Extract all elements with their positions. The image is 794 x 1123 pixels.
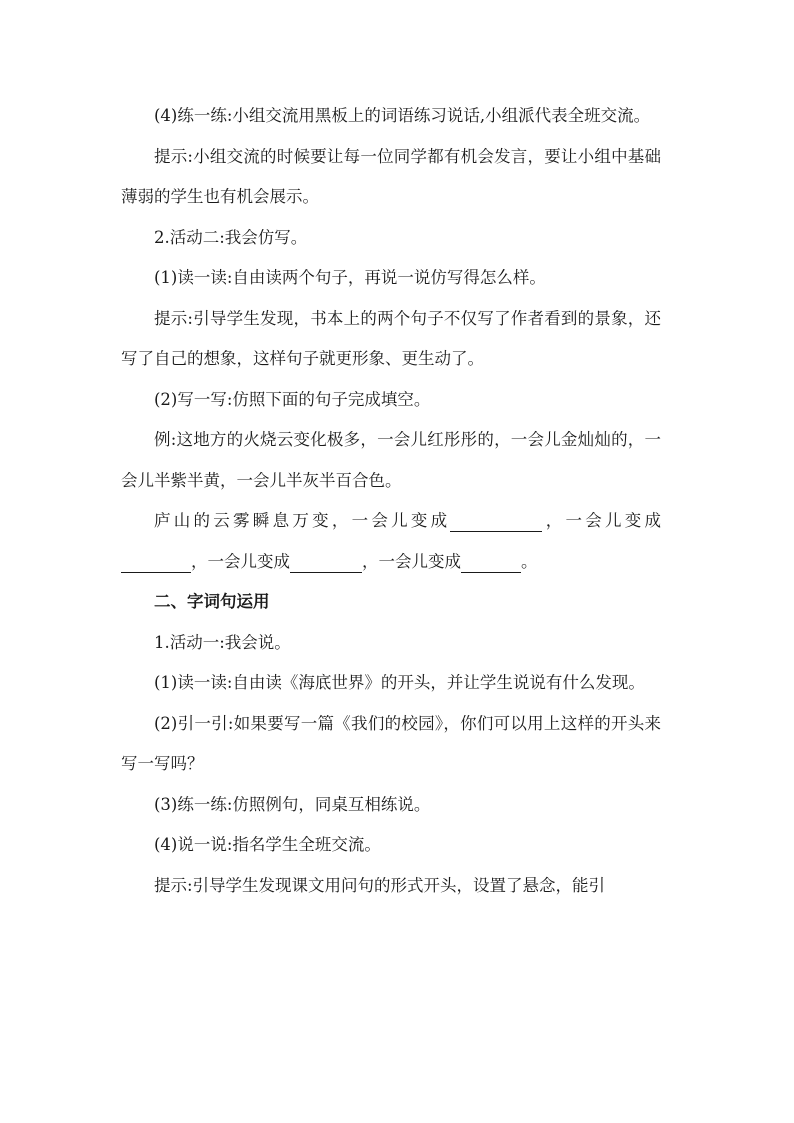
document-page — [121, 96, 661, 906]
paragraph-fill-in-exercise — [121, 501, 661, 582]
paragraph-write-instruction: (2)写一写:仿照下面的句子完成填空。 — [154, 389, 431, 409]
paragraph-read-sentences: (1)读一读:自由读两个句子，再说一说仿写得怎么样。 — [154, 268, 546, 287]
fill-in-text-3: ，一会儿变成 — [191, 551, 290, 571]
paragraph-tip-question-opening: 提示:引导学生发现课文用问句的形式开头，设置了悬念，能引 — [154, 875, 606, 895]
paragraph-practice-speaking: (4)练一练:小组交流用黑板上的词语练习说话,小组派代表全班交流。 — [154, 106, 651, 125]
fill-in-text-4: ，一会儿变成 — [362, 551, 461, 571]
paragraph-practice-pairs: (3)练一练:仿照例句，同桌互相练说。 — [154, 794, 431, 814]
paragraph-guide-writing: (2)引一引:如果要写一篇《我们的校园》，你们可以用上这样的开头来写一写吗？ — [121, 713, 661, 773]
paragraph-activity-two: 2.活动二:我会仿写。 — [154, 227, 308, 247]
paragraph-read-opening: (1)读一读:自由读《海底世界》的开头，并让学生说说有什么发现。 — [154, 673, 645, 692]
paragraph-tip-imagination: 提示:引导学生发现，书本上的两个句子不仅写了作者看到的景象，还写了自己的想象，这样句子就更形象、更生动了。 — [121, 308, 661, 368]
fill-in-text-2: ，一会儿变成 — [542, 511, 662, 530]
fill-in-text-1: 庐山的云雾瞬息万变，一会儿变成 — [154, 511, 451, 530]
fill-in-blank-1[interactable] — [450, 509, 542, 532]
fill-in-blank-2[interactable] — [121, 550, 191, 573]
paragraph-tip-group-exchange: 提示:小组交流的时候要让每一位同学都有机会发言，要让小组中基础薄弱的学生也有机会展示。 — [121, 146, 661, 206]
fill-in-blank-3[interactable] — [290, 550, 362, 573]
fill-in-text-5: 。 — [521, 551, 538, 571]
section-heading-word-usage: 二、字词句运用 — [154, 592, 270, 611]
paragraph-example-sentence: 例:这地方的火烧云变化极多，一会儿红彤彤的，一会儿金灿灿的，一会儿半紫半黄，一会儿半灰半百合色。 — [121, 430, 661, 490]
paragraph-class-exchange: (4)说一说:指名学生全班交流。 — [154, 835, 381, 854]
paragraph-activity-one: 1.活动一:我会说。 — [154, 632, 291, 652]
fill-in-blank-4[interactable] — [461, 550, 521, 573]
